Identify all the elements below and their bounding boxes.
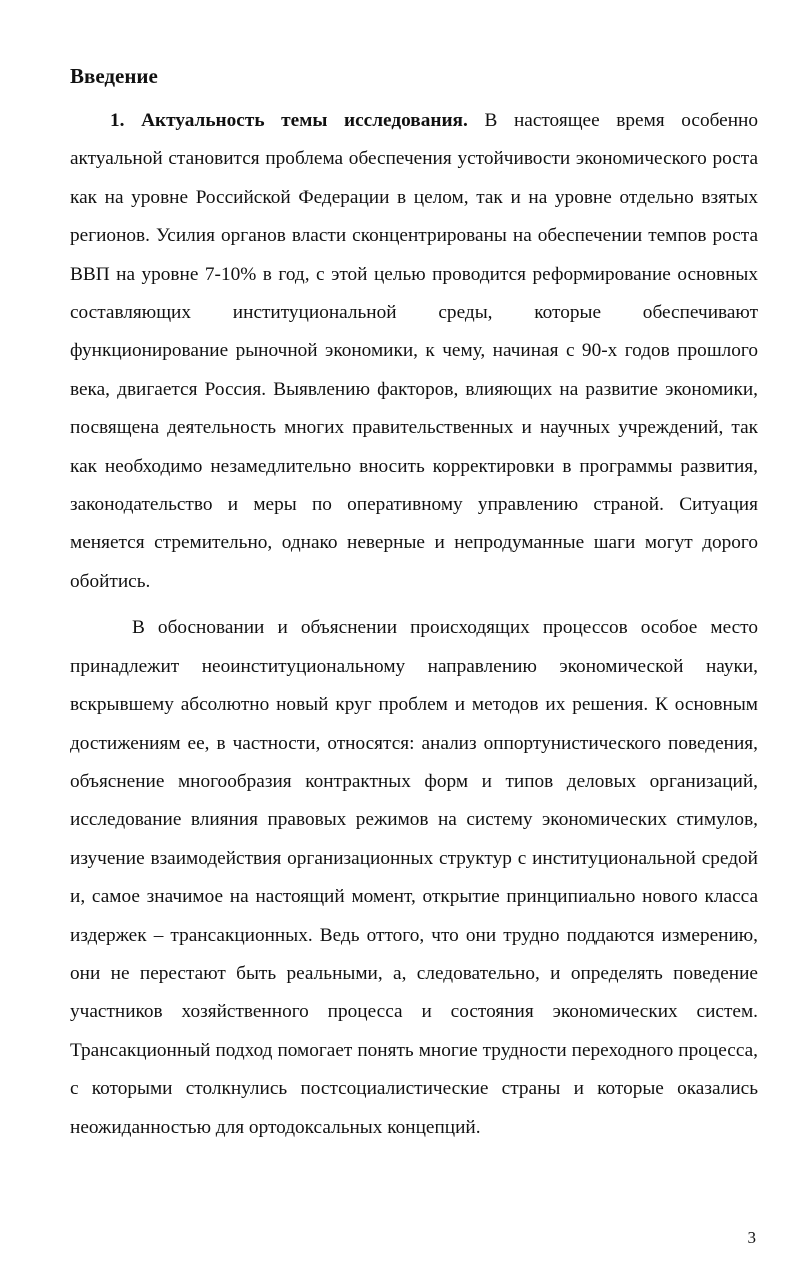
page-number: 3 [747,1228,756,1247]
paragraph-body: В настоящее время особенно актуальной становится проблема обеспечения устойчивости экономического роста как на уровне Российской Федерации в целом, так и на уровне отдельно взятых регионов. Усилия органов власти сконцентрированы на обеспечении темпов роста ВВП на уровне 7-10% в год, с этой целью проводится реформирование основных составляющих институциональной среды, которые обеспечивают функционирование рыночной экономики, к чему, начиная с 90-х годов прошлого века, двигается Россия. Выявлению факторов, влияющих на развитие экономики, посвящена деятельность многих правительственных и научных учреждений, так как необходимо незамедлительно вносить корректировки в программы развития, законодательство и меры по оперативному управлению страной. Ситуация меняется стремительно, однако неверные и непродуманные шаги могут дорого обойтись. [70,110,759,592]
paragraph-lead: 1. Актуальность темы исследования. [110,110,468,131]
paragraph-relevance [70,102,758,601]
section-heading: Введение [70,64,158,88]
paragraph-neoinstitutional: В обосновании и объяснении происходящих процессов особое место принадлежит неоинституциональному направлению экономической науки, вскрывшему абсолютно новый круг проблем и методов их решения. К основным достижениям ее, в частности, относятся: анализ оппортунистического поведения, объяснение многообразия контрактных форм и типов деловых организаций, исследование влияния правовых режимов на систему экономических стимулов, изучение взаимодействия организационных структур с институциональной средой и, самое значимое на настоящий момент, открытие принципиально нового класса издержек – трансакционных. Ведь оттого, что они трудно поддаются измерению, они не перестают быть реальными, а, следовательно, и определять поведение участников хозяйственного процесса и состояния экономических систем. Трансакционный подход помогает понять многие трудности переходного процесса, с которыми столкнулись постсоциалистические страны и которые оказались неожиданностью для ортодоксальных концепций. [70,617,758,1138]
